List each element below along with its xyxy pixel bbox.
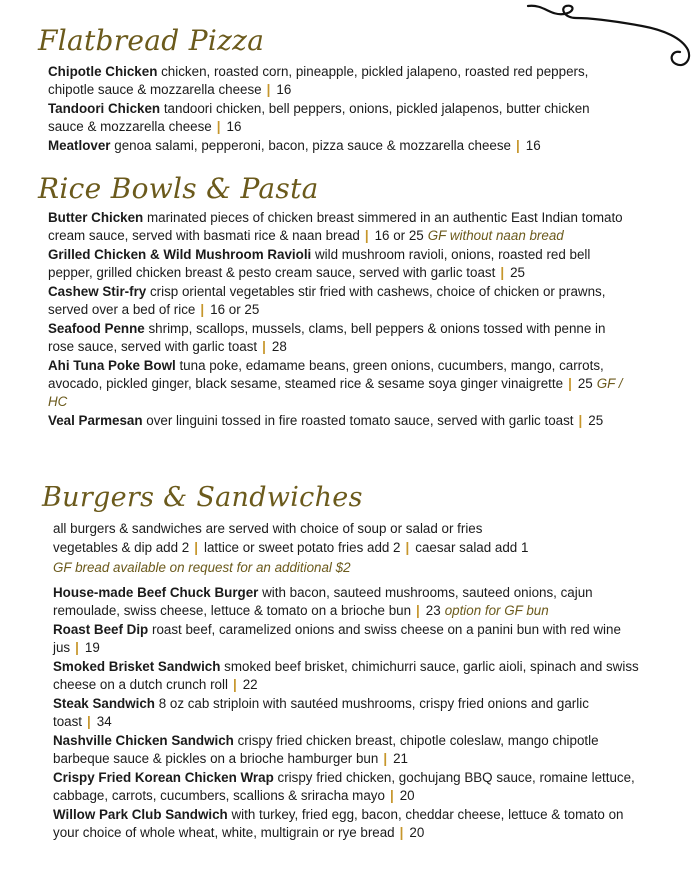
section-title-rice-bowls-pasta: Rice Bowls & Pasta [38,172,319,205]
separator: | [266,82,271,97]
section-title-flatbread-pizza: Flatbread Pizza [38,24,265,57]
item-description: crisp oriental vegetables stir fried with cashews, choice of chicken or prawns, served over a bed of rice [48,284,606,317]
separator: | [500,265,505,280]
item-price: 23 [425,603,441,618]
dietary-note: GF without naan bread [427,228,564,243]
item-price: 22 [242,677,258,692]
addon: vegetables & dip add 2 [53,540,190,555]
item-price: 20 [409,825,425,840]
menu-item [53,584,643,620]
separator: | [232,677,237,692]
item-price: 16 [276,82,292,97]
flatbread-pizza-list [48,63,628,156]
item-name: House-made Beef Chuck Burger [53,585,259,600]
separator: | [364,228,369,243]
separator: | [389,788,394,803]
item-price: 16 or 25 [210,302,260,317]
separator: | [578,413,583,428]
item-price: 34 [96,714,112,729]
menu-item [48,209,633,245]
menu-item [53,806,643,842]
item-description: crispy fried chicken breast, chipotle coleslaw, mango chipotle barbeque sauce & pickles on a brioche hamburger bun [53,733,599,766]
menu-item [48,100,628,136]
menu-item [48,246,633,282]
item-name: Smoked Brisket Sandwich [53,659,221,674]
item-name: Ahi Tuna Poke Bowl [48,358,176,373]
item-name: Butter Chicken [48,210,144,225]
separator: | [516,138,520,153]
item-price: 21 [393,751,408,766]
item-description: smoked beef brisket, chimichurri sauce, garlic aioli, spinach and swiss cheese on a dutch crunch roll [53,659,639,692]
item-description: shrimp, scallops, mussels, clams, bell peppers & onions tossed with penne in rose sauce, served with garlic toast [48,321,606,354]
menu-item [48,357,633,411]
separator: | [416,603,420,618]
item-description: with turkey, fried egg, bacon, cheddar cheese, lettuce & tomato on your choice of whole wheat, white, multigrain or rye bread [53,807,624,840]
item-description: tandoori chicken, bell peppers, onions, pickled jalapenos, butter chicken sauce & mozzarella cheese [48,101,590,134]
menu-item [53,658,643,694]
item-name: Veal Parmesan [48,413,143,428]
item-name: Steak Sandwich [53,696,155,711]
item-description: chicken, roasted corn, pineapple, pickled jalapeno, roasted red peppers, chipotle sauce & mozzarella cheese [48,64,589,97]
menu-item [48,283,633,319]
item-name: Meatlover [48,138,111,153]
section-title-burgers-sandwiches: Burgers & Sandwiches [42,482,363,513]
swirl-flourish-icon [524,0,700,72]
separator: | [399,825,404,840]
item-name: Grilled Chicken & Wild Mushroom Ravioli [48,247,312,262]
item-price: 25 [588,413,604,428]
gf-bread-note: GF bread available on request for an additional $2 [53,560,351,575]
item-price: 16 or 25 [374,228,424,243]
separator: | [216,119,221,134]
item-description: tuna poke, edamame beans, green onions, cucumbers, mango, carrots, avocado, pickled ginger, black sesame, steamed rice & sesame soya ginger vinaigrette [48,358,604,391]
item-description: genoa salami, pepperoni, bacon, pizza sauce & mozzarella cheese [114,138,511,153]
dietary-note: option for GF bun [444,603,549,618]
item-price: 16 [226,119,242,134]
menu-item [53,732,643,768]
burgers-sandwiches-list [53,584,643,843]
item-price: 19 [84,640,100,655]
menu-item [48,63,628,99]
item-name: Nashville Chicken Sandwich [53,733,234,748]
menu-item [48,137,628,155]
menu-item [53,769,643,805]
burgers-intro [53,520,653,578]
separator: | [75,640,79,655]
item-description: marinated pieces of chicken breast simmered in an authentic East Indian tomato cream sauce, served with basmati rice & naan bread [48,210,623,243]
item-name: Willow Park Club Sandwich [53,807,228,822]
addon: lattice or sweet potato fries add 2 [204,540,401,555]
item-description: 8 oz cab striploin with sautéed mushrooms, crispy fried onions and garlic toast [53,696,589,729]
item-description: wild mushroom ravioli, onions, roasted red bell pepper, grilled chicken breast & pesto cream sauce, served with garlic toast [48,247,591,280]
separator: | [200,302,205,317]
separator: | [568,376,572,391]
separator: | [262,339,266,354]
item-description: crispy fried chicken, gochujang BBQ sauce, romaine lettuce, cabbage, carrots, cucumbers, scallions & sriracha mayo [53,770,635,803]
item-name: Crispy Fried Korean Chicken Wrap [53,770,274,785]
item-name: Chipotle Chicken [48,64,158,79]
addon: caesar salad add 1 [415,540,529,555]
item-name: Roast Beef Dip [53,622,149,637]
item-description: over linguini tossed in fire roasted tomato sauce, served with garlic toast [146,413,574,428]
menu-item [53,695,643,731]
item-price: 16 [525,138,541,153]
item-description: roast beef, caramelized onions and swiss cheese on a panini bun with red wine jus [53,622,621,655]
separator: | [194,540,198,555]
dietary-note: GF / HC [48,376,623,409]
addons-line [53,539,653,557]
separator: | [383,751,388,766]
item-price: 25 [577,376,593,391]
menu-item [53,621,643,657]
item-price: 20 [399,788,415,803]
item-price: 28 [271,339,287,354]
sides-info: all burgers & sandwiches are served with choice of soup or salad or fries [53,521,483,536]
separator: | [405,540,410,555]
item-name: Tandoori Chicken [48,101,161,116]
item-price: 25 [510,265,525,280]
menu-item [48,412,633,430]
menu-item [48,320,633,356]
item-name: Cashew Stir-fry [48,284,147,299]
separator: | [87,714,91,729]
item-description: with bacon, sauteed mushrooms, sauteed onions, cajun remoulade, swiss cheese, lettuce & tomato on a brioche bun [53,585,593,618]
item-name: Seafood Penne [48,321,145,336]
rice-bowls-pasta-list [48,209,633,431]
